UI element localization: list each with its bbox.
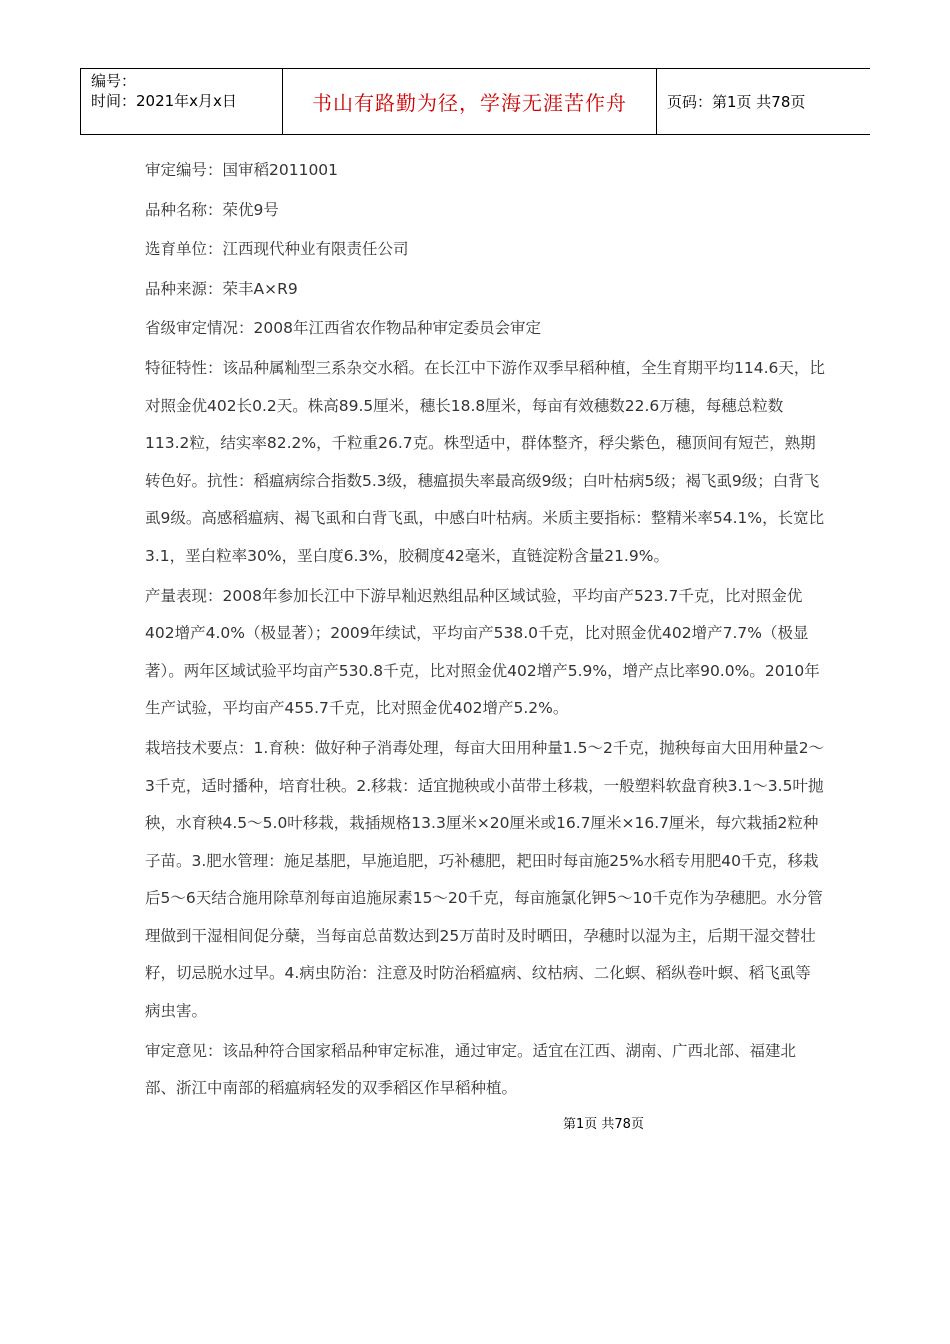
characteristics-paragraph: 特征特性：该品种属籼型三系杂交水稻。在长江中下游作双季早稻种植，全生育期平均114.6天，比对照金优402长0.2天。株高89.5厘米，穗长18.8厘米，每亩有效穗数22.6万穗，每穗总粒数113.2粒，结实率82.2%，千粒重26.7克。株型适中，群体整齐，稃尖紫色，穗顶间有短芒，熟期转色好。抗性：稻瘟病综合指数5.3级，穗瘟损失率最高级9级；白叶枯病5级；褐飞虱9级；白背飞虱9级。高感稻瘟病、褐飞虱和白背飞虱，中感白叶枯病。米质主要指标：整精米率54.1%，长宽比3.1，垩白粒率30%，垩白度6.3%，胶稠度42毫米，直链淀粉含量21.9%。	[145, 358, 825, 565]
variety-source: 品种来源：荣丰A×R9	[145, 279, 298, 298]
motto-text: 书山有路勤为径，学海无涯苦作舟	[312, 91, 627, 115]
document-body	[145, 152, 825, 1110]
cultivation-paragraph: 栽培技术要点：1.育秧：做好种子消毒处理，每亩大田用种量1.5～2千克，抛秧每亩大田用种量2～3千克，适时播种，培育壮秧。2.移栽：适宜抛秧或小苗带土移栽，一般塑料软盘育秧3.1～3.5叶抛秧，水育秧4.5～5.0叶移栽，栽插规格13.3厘米×20厘米或16.7厘米×16.7厘米，每穴栽插2粒种子苗。3.肥水管理：施足基肥，早施追肥，巧补穗肥，耙田时每亩施25%水稻专用肥40千克，移栽后5～6天结合施用除草剂每亩追施尿素15～20千克，每亩施氯化钾5～10千克作为孕穗肥。水分管理做到干湿相间促分蘖，当每亩总苗数达到25万苗时及时晒田，孕穗时以湿为主，后期干湿交替壮籽，切忌脱水过早。4.病虫防治：注意及时防治稻瘟病、纹枯病、二化螟、稻纵卷叶螟、稻飞虱等病虫害。	[145, 738, 825, 1021]
page-footer: 第1页 共78页	[563, 1117, 644, 1132]
yield-paragraph: 产量表现：2008年参加长江中下游早籼迟熟组品种区域试验，平均亩产523.7千克，比对照金优402增产4.0%（极显著）；2009年续试，平均亩产538.0千克，比对照金优402增产7.7%（极显著）。两年区域试验平均亩产530.8千克，比对照金优402增产5.9%，增产点比率90.0%。2010年生产试验，平均亩产455.7千克，比对照金优402增产5.2%。	[145, 586, 820, 718]
provincial-approval: 省级审定情况：2008年江西省农作物品种审定委员会审定	[145, 319, 541, 338]
page-info-cell	[657, 69, 870, 134]
number-label: 编号：	[91, 72, 137, 90]
variety-name: 品种名称：荣优9号	[145, 200, 279, 219]
opinion-paragraph: 审定意见：该品种符合国家稻品种审定标准，通过审定。适宜在江西、湖南、广西北部、福建北部、浙江中南部的稻瘟病轻发的双季稻区作早稻种植。	[145, 1041, 797, 1098]
motto-cell	[283, 69, 657, 134]
header-meta-cell	[81, 69, 283, 134]
breeder-unit: 选育单位：江西现代种业有限责任公司	[145, 240, 409, 259]
approval-number: 审定编号：国审稻2011001	[145, 161, 339, 179]
header-table	[80, 68, 870, 135]
time-label: 时间：2021年x月x日	[91, 92, 237, 110]
page-info-text: 页码：第1页 共78页	[667, 93, 806, 111]
